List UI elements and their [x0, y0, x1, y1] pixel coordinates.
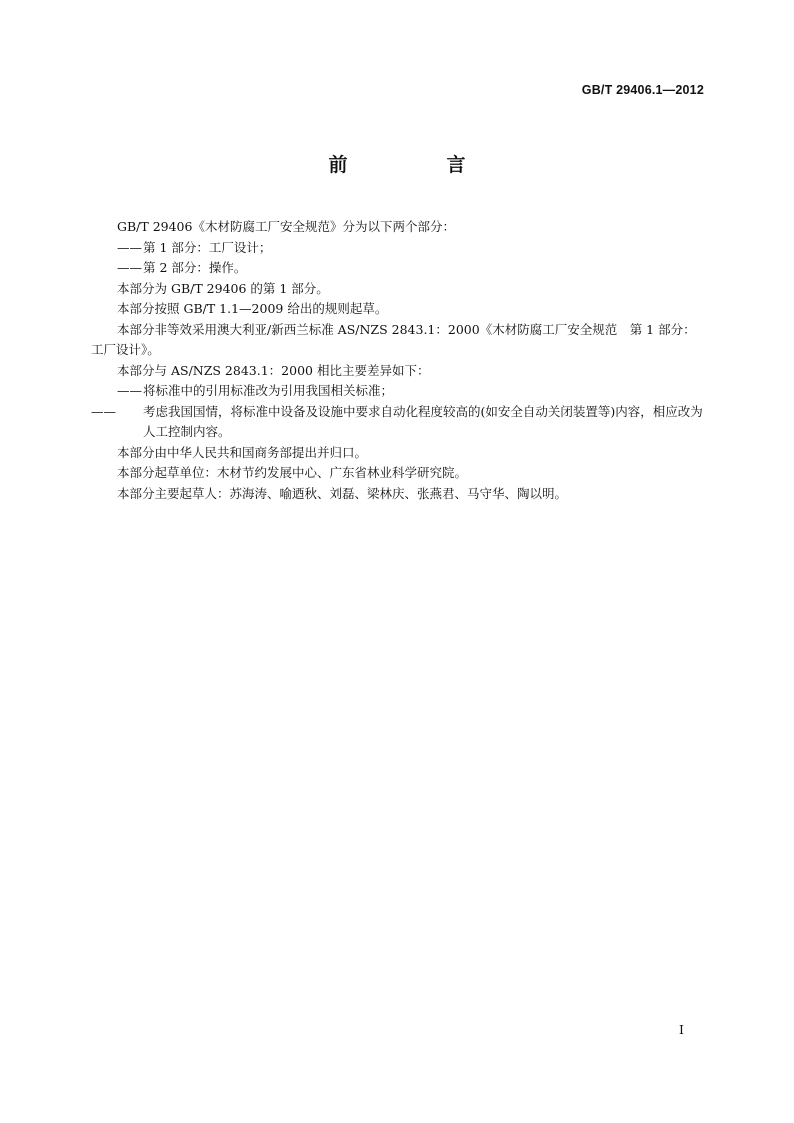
list-item-part-2 — [91, 258, 708, 279]
dash-mark: —— — [117, 383, 142, 398]
list-item-text: 将标准中的引用标准改为引用我国相关标准； — [143, 383, 394, 398]
standard-code: GB/T 29406.1—2012 — [581, 83, 704, 97]
paragraph-proposer: 本部分由中华人民共和国商务部提出并归口。 — [117, 444, 368, 460]
dash-mark: —— — [117, 239, 142, 255]
page-number: I — [679, 1022, 684, 1037]
paragraph-drafting-rules: 本部分按照 GB/T 1.1—2009 给出的规则起草。 — [117, 301, 388, 316]
paragraph-parts-intro: GB/T 29406《木材防腐工厂安全规范》分为以下两个部分： — [117, 219, 455, 234]
paragraph-part-statement: 本部分为 GB/T 29406 的第 1 部分。 — [117, 280, 329, 296]
foreword-body — [91, 217, 708, 504]
list-item-difference-2 — [91, 402, 708, 443]
paragraph-differences-intro: 本部分与 AS/NZS 2843.1：2000 相比主要差异如下： — [117, 362, 430, 378]
list-item-part-1 — [91, 238, 708, 259]
paragraph-drafting-units: 本部分起草单位：木材节约发展中心、广东省林业科学研究院。 — [117, 465, 468, 480]
paragraph-drafters: 本部分主要起草人：苏海涛、喻迺秋、刘磊、梁林庆、张燕君、马守华、陶以明。 — [117, 485, 568, 501]
dash-mark: —— — [117, 260, 142, 275]
paragraph-adoption: 本部分非等效采用澳大利亚/新西兰标准 AS/NZS 2843.1：2000《木材防腐工厂安全规范 第 1 部分：工厂设计》。 — [91, 321, 696, 357]
dash-mark: —— — [91, 403, 116, 419]
list-item-text: 第 2 部分：操作。 — [143, 260, 247, 275]
list-item-difference-1 — [91, 381, 708, 402]
page-title: 前 言 — [328, 154, 506, 176]
list-item-text: 第 1 部分：工厂设计； — [143, 239, 272, 255]
list-item-text: 考虑我国国情，将标准中设备及设施中要求自动化程度较高的(如安全自动关闭装置等)内容，相应改为人工控制内容。 — [143, 403, 703, 439]
